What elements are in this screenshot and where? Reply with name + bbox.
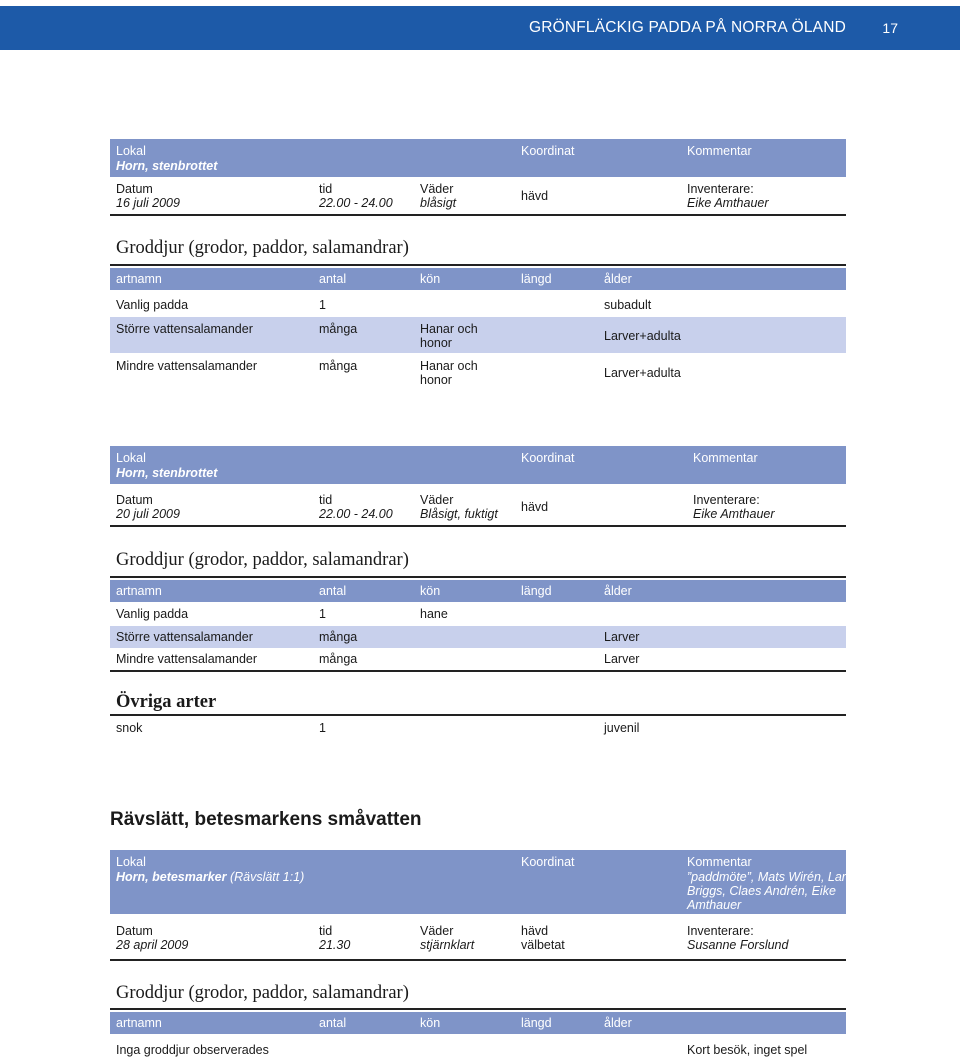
datum-value: 28 april 2009 — [116, 938, 189, 952]
koordinat-label: Koordinat — [521, 144, 575, 158]
lokal-label: Lokal — [116, 855, 146, 869]
col-artnamn: artnamn — [116, 584, 162, 598]
record1-lokal-band — [110, 139, 846, 177]
antal-cell: många — [319, 652, 358, 666]
note-cell: Inga groddjur observerades — [116, 1043, 269, 1057]
antal-cell: 1 — [319, 607, 326, 621]
artnamn-cell: Vanlig padda — [116, 298, 189, 312]
record1-meta — [110, 182, 846, 212]
inventerare-label: Inventerare: — [693, 493, 760, 507]
vader-label: Väder — [420, 182, 454, 196]
lokal-label: Lokal — [116, 451, 146, 465]
species-table-header — [110, 268, 846, 290]
artnamn-cell: Större vattensalamander — [116, 322, 253, 336]
kon-cell: Hanar och — [420, 322, 478, 336]
col-langd: längd — [521, 1016, 552, 1030]
kommentar-label: Kommentar — [693, 451, 758, 465]
table-row — [110, 626, 846, 648]
table-row — [110, 603, 846, 625]
page-number: 17 — [882, 20, 898, 36]
kommentar-label: Kommentar — [687, 855, 752, 869]
havd-value: hävd — [521, 189, 549, 203]
col-langd: längd — [521, 584, 552, 598]
vader-value: stjärnklart — [420, 938, 475, 952]
divider — [110, 1008, 846, 1010]
datum-value: 16 juli 2009 — [116, 196, 180, 210]
datum-value: 20 juli 2009 — [116, 507, 180, 521]
table-row — [110, 317, 846, 353]
alder-cell: Larver — [604, 630, 640, 644]
artnamn-cell: Större vattensalamander — [116, 630, 253, 644]
vader-label: Väder — [420, 924, 454, 938]
tid-label: tid — [319, 182, 333, 196]
datum-label: Datum — [116, 493, 153, 507]
divider — [110, 576, 846, 578]
inventerare-label: Inventerare: — [687, 182, 754, 196]
record3-meta — [110, 924, 846, 954]
vader-label: Väder — [420, 493, 454, 507]
alder-cell: juvenil — [604, 721, 640, 735]
ovriga-heading: Övriga arter — [116, 692, 217, 712]
alder-cell: Larver — [604, 652, 640, 666]
alder-cell: Larver+adulta — [604, 366, 681, 380]
koordinat-label: Koordinat — [521, 451, 575, 465]
antal-cell: 1 — [319, 721, 326, 735]
lokal-name: Horn, betesmarker — [116, 870, 227, 884]
kommentar-label: Kommentar — [687, 144, 752, 158]
page-header — [0, 6, 960, 50]
divider — [110, 670, 846, 672]
groddjur-heading: Groddjur (grodor, paddor, salamandrar) — [116, 550, 409, 570]
artnamn-cell: Mindre vattensalamander — [116, 652, 258, 666]
tid-value: 22.00 - 24.00 — [319, 196, 393, 210]
datum-label: Datum — [116, 924, 153, 938]
artnamn-cell: Mindre vattensalamander — [116, 359, 258, 373]
havd-value: hävd — [521, 500, 549, 514]
table-row — [110, 1040, 846, 1058]
tid-value: 22.00 - 24.00 — [319, 507, 393, 521]
table-row — [110, 648, 846, 670]
divider — [110, 525, 846, 527]
divider — [110, 959, 846, 961]
tid-label: tid — [319, 924, 333, 938]
artnamn-cell: Vanlig padda — [116, 607, 189, 621]
tid-label: tid — [319, 493, 333, 507]
col-antal: antal — [319, 584, 347, 598]
col-alder: ålder — [604, 1016, 632, 1030]
record3-lokal-band — [110, 850, 853, 914]
section-title: Rävslätt, betesmarkens småvatten — [110, 809, 422, 830]
species-table-header — [110, 1012, 846, 1034]
lokal-value — [116, 870, 304, 884]
kon-cell: Hanar och — [420, 359, 478, 373]
col-antal: antal — [319, 1016, 347, 1030]
divider — [110, 214, 846, 216]
alder-cell: subadult — [604, 298, 652, 312]
kon-cell: honor — [420, 336, 452, 350]
lokal-extra: (Rävslätt 1:1) — [226, 870, 305, 884]
col-kon: kön — [420, 1016, 441, 1030]
kon-cell: honor — [420, 373, 452, 387]
lokal-value: Horn, stenbrottet — [116, 159, 218, 173]
lokal-label: Lokal — [116, 144, 146, 158]
col-artnamn: artnamn — [116, 1016, 162, 1030]
lokal-value: Horn, stenbrottet — [116, 466, 218, 480]
divider — [110, 714, 846, 716]
koordinat-label: Koordinat — [521, 855, 575, 869]
col-kon: kön — [420, 584, 441, 598]
record2-lokal-band — [110, 446, 846, 484]
kommentar-line: Briggs, Claes Andrén, Eike — [687, 884, 836, 898]
groddjur-heading: Groddjur (grodor, paddor, salamandrar) — [116, 238, 409, 258]
kommentar-line: Amthauer — [687, 898, 742, 912]
inventerare-value: Susanne Forslund — [687, 938, 789, 952]
inventerare-value: Eike Amthauer — [687, 196, 769, 210]
vader-value: Blåsigt, fuktigt — [420, 507, 498, 521]
alder-cell: Larver+adulta — [604, 329, 681, 343]
table-row — [110, 294, 846, 316]
record2-meta — [110, 493, 846, 523]
divider — [110, 264, 846, 266]
groddjur-heading: Groddjur (grodor, paddor, salamandrar) — [116, 983, 409, 1003]
col-alder: ålder — [604, 584, 632, 598]
col-langd: längd — [521, 272, 552, 286]
artnamn-cell: snok — [116, 721, 143, 735]
havd-value: välbetat — [521, 938, 565, 952]
tid-value: 21.30 — [319, 938, 351, 952]
col-kon: kön — [420, 272, 441, 286]
kon-cell: hane — [420, 607, 448, 621]
antal-cell: många — [319, 630, 358, 644]
vader-value: blåsigt — [420, 196, 457, 210]
antal-cell: 1 — [319, 298, 326, 312]
col-antal: antal — [319, 272, 347, 286]
species-table-header — [110, 580, 846, 602]
table-row — [110, 717, 846, 739]
inventerare-value: Eike Amthauer — [693, 507, 775, 521]
col-artnamn: artnamn — [116, 272, 162, 286]
havd-label: hävd — [521, 924, 549, 938]
comment-cell: Kort besök, inget spel — [687, 1043, 808, 1057]
inventerare-label: Inventerare: — [687, 924, 754, 938]
datum-label: Datum — [116, 182, 153, 196]
antal-cell: många — [319, 322, 358, 336]
running-title: GRÖNFLÄCKIG PADDA PÅ NORRA ÖLAND — [528, 19, 846, 36]
col-alder: ålder — [604, 272, 632, 286]
kommentar-line: ”paddmöte”, Mats Wirén, Lars — [687, 870, 853, 884]
antal-cell: många — [319, 359, 358, 373]
table-row — [110, 354, 846, 390]
